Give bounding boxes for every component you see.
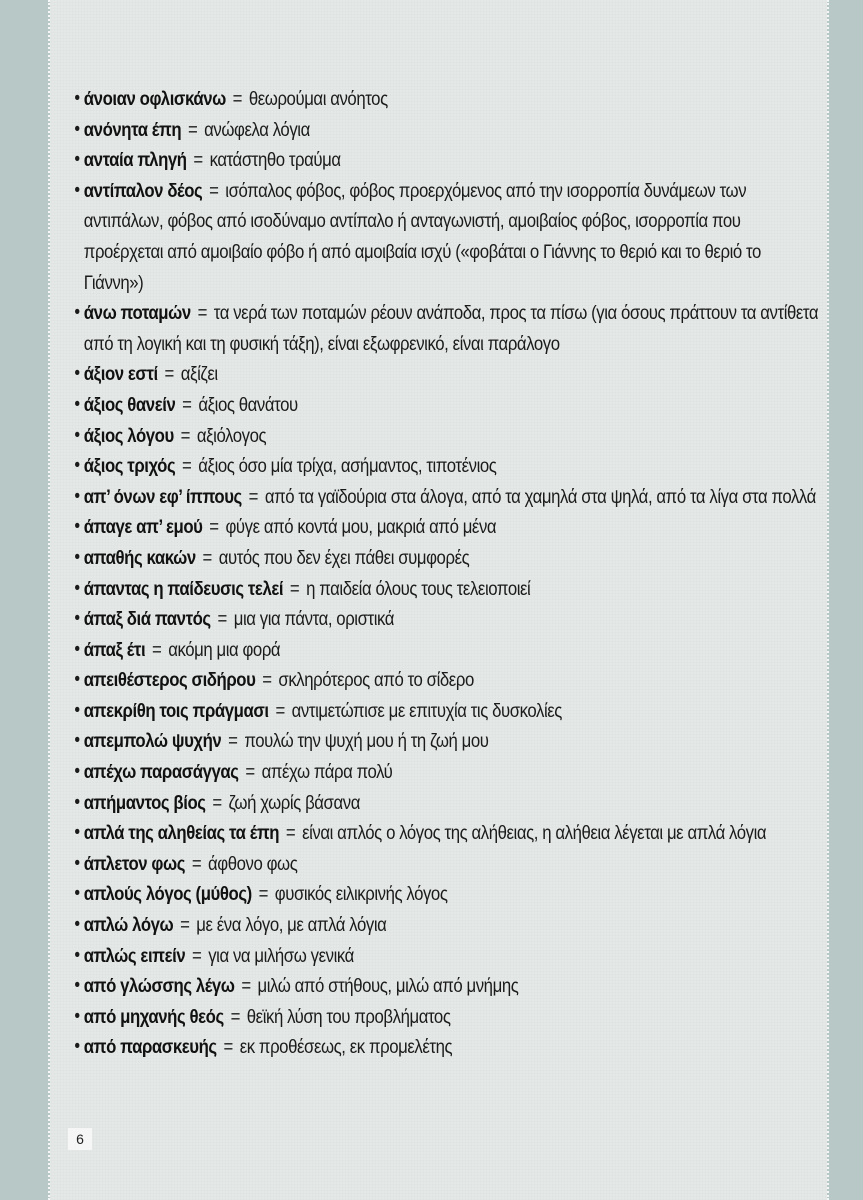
glossary-entry: [58, 818, 823, 849]
bullet-icon: •: [74, 577, 80, 599]
left-border-decoration: [0, 0, 50, 1200]
entry-term: αντίπαλον δέος: [83, 179, 203, 202]
equals-sign: =: [193, 149, 203, 172]
equals-sign: =: [275, 699, 285, 722]
bullet-icon: •: [74, 944, 80, 966]
bullet-icon: •: [74, 914, 80, 936]
entry-term: απεμπολώ ψυχήν: [83, 730, 222, 753]
bullet-icon: •: [74, 975, 80, 997]
bullet-icon: •: [74, 546, 80, 568]
entry-term: απ’ όνων εφ’ ίππους: [83, 485, 242, 508]
equals-sign: =: [228, 730, 238, 753]
entry-term: άνω ποταμών: [83, 302, 191, 325]
entry-definition: αξίζει: [180, 363, 218, 386]
bullet-icon: •: [74, 485, 80, 507]
entry-definition: από τα γαϊδούρια στα άλογα, από τα χαμηλά στα ψηλά, από τα λίγα στα πολλά: [264, 485, 816, 508]
equals-sign: =: [180, 424, 191, 447]
bullet-icon: •: [74, 149, 80, 171]
equals-sign: =: [212, 791, 222, 814]
entry-definition: θεωρούμαι ανόητος: [248, 88, 388, 110]
entry-term: άξιος λόγου: [83, 424, 174, 447]
entry-definition: μια για πάντα, οριστικά: [233, 608, 395, 631]
equals-sign: =: [192, 944, 202, 967]
equals-sign: =: [202, 546, 212, 569]
entry-definition: κατάστηθο τραύμα: [209, 149, 341, 172]
entry-term: απέχω παρασάγγας: [83, 761, 239, 784]
glossary-entry: [58, 359, 823, 390]
glossary-entry: [58, 1002, 823, 1033]
equals-sign: =: [223, 1036, 233, 1059]
glossary-entry: [58, 635, 823, 666]
glossary-entry: [58, 941, 823, 972]
entry-term: απλούς λόγος (μύθος): [83, 883, 252, 906]
entry-definition: με ένα λόγο, με απλά λόγια: [196, 914, 387, 937]
equals-sign: =: [258, 883, 268, 906]
entry-term: απλώς ειπείν: [83, 944, 186, 967]
equals-sign: =: [182, 455, 192, 478]
glossary-entry: [58, 910, 823, 941]
entry-term: απλώ λόγω: [83, 914, 174, 937]
entry-definition: φύγε από κοντά μου, μακριά από μένα: [225, 516, 497, 539]
equals-sign: =: [209, 179, 219, 202]
entry-term: άπαντας η παίδευσις τελεί: [83, 577, 284, 600]
entry-definition: άξιος όσο μία τρίχα, ασήμαντος, τιποτένιος: [198, 455, 497, 478]
entry-definition: αντιμετώπισε με επιτυχία τις δυσκολίες: [291, 699, 562, 722]
bullet-icon: •: [74, 302, 80, 324]
bullet-icon: •: [74, 393, 80, 415]
entry-term: άξιον εστί: [83, 363, 158, 386]
entry-definition: μιλώ από στήθους, μιλώ από μνήμης: [257, 975, 519, 998]
entry-term: από παρασκευής: [83, 1036, 217, 1059]
equals-sign: =: [180, 914, 190, 937]
entry-definition: είναι απλός ο λόγος της αλήθειας, η αλήθεια λέγεται με απλά λόγια: [302, 822, 767, 845]
glossary-entry: [58, 482, 823, 513]
entry-term: απήμαντος βίος: [83, 791, 206, 814]
bullet-icon: •: [74, 424, 80, 446]
entry-definition: τα νερά των ποταμών ρέουν ανάποδα, προς τα πίσω (για όσους πράττουν τα αντίθετα από τη λογική και τη φυσική τάξη), είναι εξωφρενικό, είναι παράλογο: [83, 302, 819, 355]
equals-sign: =: [182, 393, 192, 416]
bullet-icon: •: [74, 363, 80, 385]
entry-definition: ισόπαλος φόβος, φόβος προερχόμενος από την ισορροπία δυνάμεων των αντιπάλων, φόβος από ισοδύναμο αντίπαλο ή ανταγωνιστή, αμοιβαίος φόβος, ισορροπία που προέρχεται από αμοιβαίο φόβο ή από αμοιβαία ισχύ («φοβάται ο Γιάννης το θεριό και το θεριό το Γιάννη»): [83, 179, 761, 294]
bullet-icon: •: [74, 1005, 80, 1027]
glossary-entry: [58, 451, 823, 482]
entry-term: άπαγε απ’ εμού: [83, 516, 203, 539]
bullet-icon: •: [74, 852, 80, 874]
entry-definition: αξιόλογος: [196, 424, 267, 447]
entry-term: απεκρίθη τοις πράγμασι: [83, 699, 269, 722]
glossary-entry: [58, 145, 823, 176]
glossary-entry: [58, 574, 823, 605]
bullet-icon: •: [74, 669, 80, 691]
bullet-icon: •: [74, 179, 80, 201]
entry-term: απλά της αληθείας τα έπη: [83, 822, 280, 845]
entry-definition: φυσικός ειλικρινής λόγος: [274, 883, 448, 906]
entry-definition: απέχω πάρα πολύ: [261, 761, 393, 784]
entry-definition: αυτός που δεν έχει πάθει συμφορές: [218, 546, 470, 569]
entry-term: από μηχανής θεός: [83, 1005, 224, 1028]
equals-sign: =: [187, 118, 198, 141]
bullet-icon: •: [74, 608, 80, 630]
bullet-icon: •: [74, 761, 80, 783]
glossary-list: [58, 84, 826, 1063]
bullet-icon: •: [74, 822, 80, 844]
glossary-entry: [58, 298, 823, 359]
glossary-entry: [58, 665, 823, 696]
entry-definition: εκ προθέσεως, εκ προμελέτης: [239, 1036, 453, 1059]
entry-definition: θεϊκή λύση του προβλήματος: [246, 1005, 451, 1028]
equals-sign: =: [245, 761, 255, 784]
glossary-entry: [58, 115, 823, 146]
bullet-icon: •: [74, 638, 80, 660]
bullet-icon: •: [74, 516, 80, 538]
equals-sign: =: [289, 577, 300, 600]
glossary-entry: [58, 726, 823, 757]
entry-term: άξιος θανείν: [83, 393, 176, 416]
bullet-icon: •: [74, 730, 80, 752]
entry-term: απαθής κακών: [83, 546, 196, 569]
equals-sign: =: [191, 852, 202, 875]
glossary-entry: [58, 543, 823, 574]
entry-definition: πουλώ την ψυχή μου ή τη ζωή μου: [244, 730, 489, 753]
entry-definition: άξιος θανάτου: [198, 393, 298, 416]
equals-sign: =: [230, 1005, 240, 1028]
glossary-entry: [58, 1032, 823, 1063]
entry-definition: η παιδεία όλους τους τελειοποιεί: [306, 577, 531, 600]
entry-definition: ανώφελα λόγια: [204, 118, 310, 141]
glossary-entry: [58, 879, 823, 910]
equals-sign: =: [232, 88, 243, 110]
entry-term: άπαξ διά παντός: [83, 608, 211, 631]
glossary-entry: [58, 788, 823, 819]
glossary-entry: [58, 849, 823, 880]
entry-term: από γλώσσης λέγω: [83, 975, 235, 998]
equals-sign: =: [164, 363, 174, 386]
glossary-entry: [58, 696, 823, 727]
entry-term: άπλετον φως: [83, 852, 186, 875]
glossary-entry: [58, 971, 823, 1002]
bullet-icon: •: [74, 455, 80, 477]
entry-term: απειθέστερος σιδήρου: [83, 669, 256, 692]
equals-sign: =: [241, 975, 251, 998]
bullet-icon: •: [74, 1036, 80, 1058]
equals-sign: =: [285, 822, 296, 845]
entry-term: άπαξ έτι: [83, 638, 146, 661]
glossary-entry: [58, 421, 823, 452]
bullet-icon: •: [74, 791, 80, 813]
bullet-icon: •: [74, 118, 80, 140]
entry-definition: ακόμη μια φορά: [168, 638, 281, 661]
equals-sign: =: [217, 608, 227, 631]
glossary-entry: [58, 84, 823, 115]
equals-sign: =: [152, 638, 162, 661]
entry-term: άνοιαν οφλισκάνω: [83, 88, 226, 110]
bullet-icon: •: [74, 88, 80, 109]
entry-definition: ζωή χωρίς βάσανα: [228, 791, 360, 814]
right-border-decoration: [827, 0, 863, 1200]
entry-term: άξιος τριχός: [83, 455, 176, 478]
entry-definition: άφθονο φως: [208, 852, 298, 875]
glossary-entry: [58, 512, 823, 543]
entry-term: ανταία πληγή: [83, 149, 187, 172]
glossary-entry: [58, 390, 823, 421]
glossary-entry: [58, 604, 823, 635]
entry-definition: σκληρότερος από το σίδερο: [278, 669, 474, 692]
equals-sign: =: [262, 669, 272, 692]
equals-sign: =: [248, 485, 259, 508]
bullet-icon: •: [74, 699, 80, 721]
equals-sign: =: [197, 302, 207, 325]
bullet-icon: •: [74, 883, 80, 905]
glossary-entry: [58, 757, 823, 788]
page-number: 6: [68, 1128, 92, 1150]
equals-sign: =: [209, 516, 219, 539]
glossary-entry: [58, 176, 823, 298]
entry-term: ανόνητα έπη: [83, 118, 182, 141]
entry-definition: για να μιλήσω γενικά: [208, 944, 354, 967]
